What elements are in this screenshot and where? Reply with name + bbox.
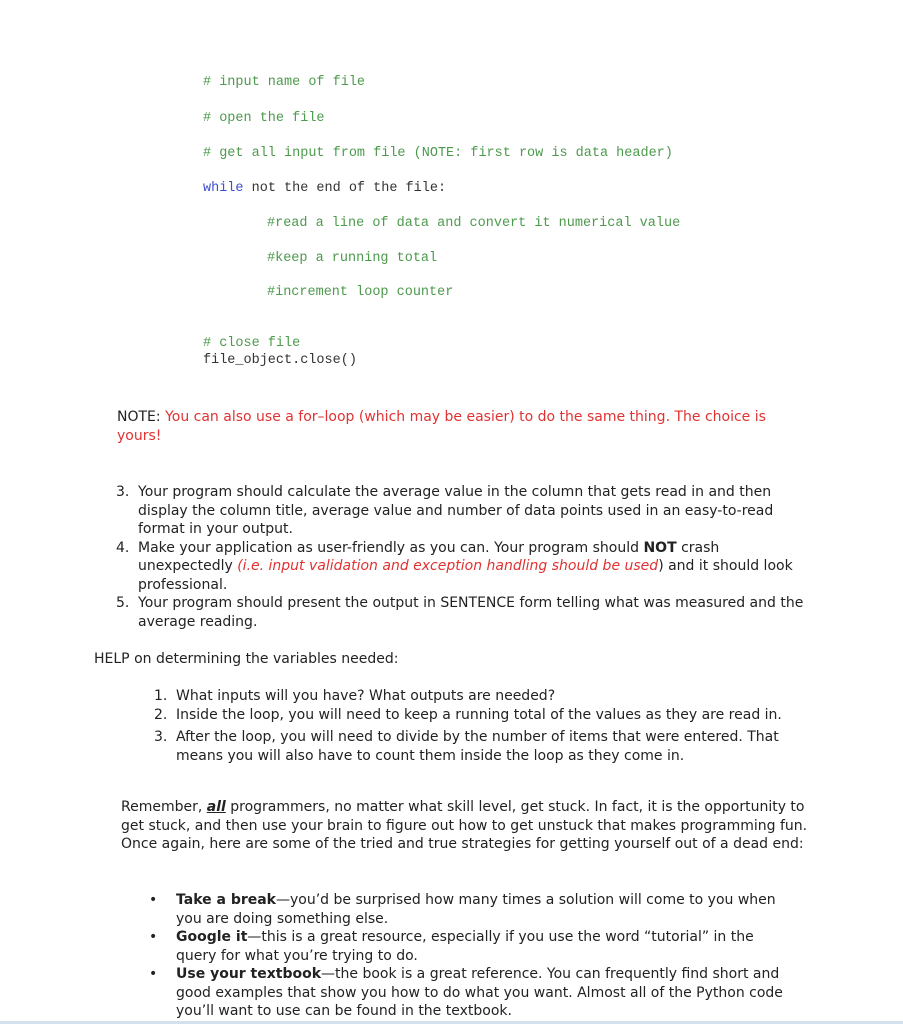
list-item-text-end: ) and it should look professional. [138,558,793,593]
emphasis-not: NOT [643,539,677,556]
code-line-close-file: # close file [203,336,301,351]
list-item-text: Your program should calculate the average value in the column that gets read in and then display the column title, average value and number of data points used in an easy-to-read format in your output. [138,484,774,537]
list-number: 5. [116,595,130,611]
list-item [154,706,796,725]
list-item-text: Make your application as user-friendly as you can. Your program should [138,539,644,556]
list-item [149,965,798,1021]
list-number: 4. [116,539,130,556]
code-line-read-line: #read a line of data and convert it numerical value [267,216,681,231]
list-item-text: Your program should present the output in SENTENCE form telling what was measured and the average reading. [138,595,804,630]
help-heading: HELP on determining the variables needed: [94,651,399,667]
emphasis-all: all [206,799,226,815]
bullet-icon: • [149,929,158,945]
list-number: 3. [154,729,168,745]
list-number: 3. [116,484,130,500]
strategy-title: Take a break [176,892,276,908]
note-label: NOTE: [117,409,166,425]
code-line-running-total: #keep a running total [267,251,438,266]
strategy-text: —you’d be surprised how many times a solution will come to you when you are doing something else. [176,892,776,927]
note-text: You can also use a for–loop (which may be easier) to do the same thing. The choice is yours! [117,409,766,444]
list-item [154,728,796,765]
bullet-icon: • [149,892,158,908]
bullet-icon: • [149,966,158,982]
note-paragraph [117,408,807,445]
list-number: 2. [154,706,168,723]
strategy-title: Use your textbook [176,966,322,982]
code-line-get-input: # get all input from file (NOTE: first row is data header) [203,146,673,161]
list-item [149,928,798,965]
strategy-text: —the book is a great reference. You can frequently find short and good examples that show you how to do what you want. Almost all of the Python code you’ll want to use can be found in the textbook. [176,966,783,1019]
list-item-text: After the loop, you will need to divide by the number of items that were entered. That means you will also have to count them inside the loop as they come in. [176,729,779,764]
code-line-while [203,181,446,196]
list-item [154,687,796,706]
strategy-text: —this is a great resource, especially if you use the word “tutorial” in the query for what you’re trying to do. [176,929,754,964]
remember-paragraph [121,798,809,854]
list-number: 1. [154,688,168,704]
list-item [116,483,806,539]
list-item-text: Inside the loop, you will need to keep a running total of the values as they are read in. [176,706,782,723]
validation-note: (i.e. input validation and exception handling should be used [237,558,659,574]
list-item-text: What inputs will you have? What outputs are needed? [176,688,556,704]
while-keyword: while [203,181,244,196]
list-item [116,539,806,595]
code-line-open-file: # open the file [203,111,325,126]
while-condition: not the end of the file: [243,181,447,196]
requirements-list [116,483,806,631]
list-item [116,594,806,631]
strategy-title: Google it [176,929,248,945]
code-line-input-name: # input name of file [203,75,366,90]
remember-text-start: Remember, [121,799,207,815]
help-list [154,687,796,765]
list-item-text-cont: crash unexpectedly [138,539,720,574]
code-line-file-close: file_object.close() [203,353,357,368]
strategies-list [149,891,798,1021]
remember-text-end: programmers, no matter what skill level, get stuck. In fact, it is the opportunity to get stuck, and then use your brain to figure out how to get unstuck that makes programming fun. Once again, here are some of the tried and true strategies for getting yourself out of a dead end: [121,799,808,852]
code-line-increment-counter: #increment loop counter [267,285,454,300]
list-item [149,891,798,928]
